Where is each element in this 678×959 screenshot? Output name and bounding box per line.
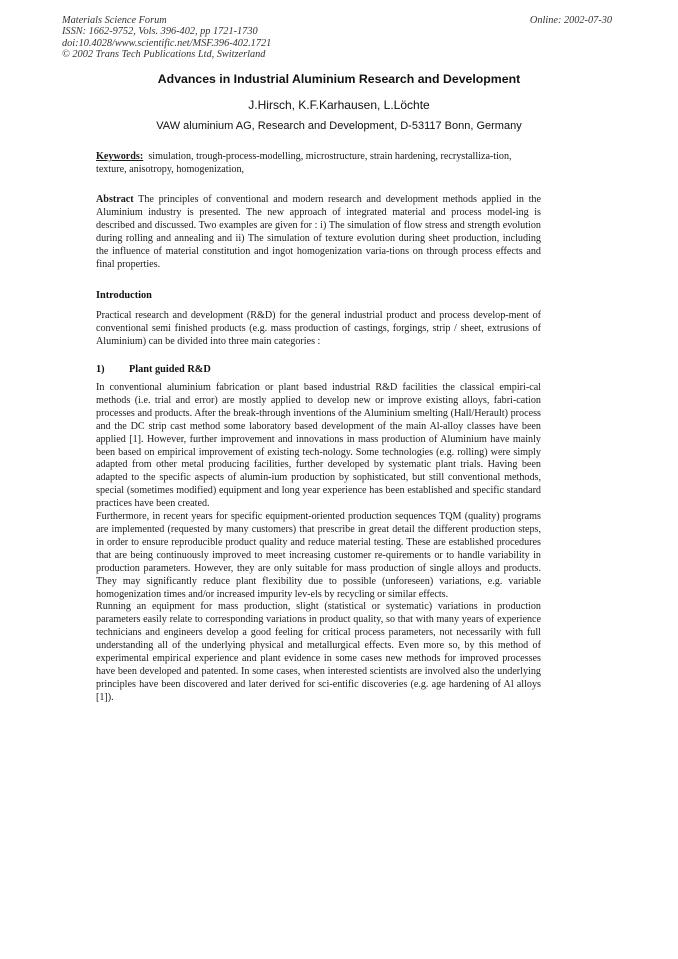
keywords-block <box>96 151 541 177</box>
body-paragraph: In conventional aluminium fabrication or plant based industrial R&D facilities the classical empiri-cal methods (i.e. trial and error) are mostly applied to develop new or improve existing alloys, fabri-cation processes and products. After the break-through inventions of the Aluminium smelting (Hall/Herault) process and the DC strip cast method some laboratory based development of the main Al-alloy classes have been applied [1]. However, further improvement and innovations in mass production of Aluminium have mainly been based on empirical improvement of existing tech-nology. Some technologies (e.g. rolling) were simply adapted from other metal producing facilities, further developed by systematic plant trials. Having been adapted to the specific aspects of alumin-ium production by sophisticated, but still conventional methods, special (sometimes modified) equipment and long year experience has been established and specific standard practices have been created. <box>96 382 541 510</box>
paper-affiliation: VAW aluminium AG, Research and Development, D-53117 Bonn, Germany <box>156 120 522 132</box>
section-heading <box>96 364 211 375</box>
body-paragraph: Furthermore, in recent years for specific equipment-oriented production sequences TQM (quality) programs are implemented (requested by many customers) that prescribe in great detail the different production steps, in order to ensure reproducible product quality and reduce material testing. These are established procedures that are being continuously improved to meet increasing customer re-quirements or to handle variability in production parameters. However, they are only suitable for mass production of single alloys and products. They may significantly reduce plant flexibility due to possible (unforeseen) variations, e.g. variable homogenization times and/or increased impurity lev-els by recycling or similar effects. <box>96 511 541 600</box>
introduction-heading: Introduction <box>96 290 152 301</box>
introduction-text: Practical research and development (R&D) for the general industrial product and process develop-ment of conventional semi finished products (e.g. mass production of castings, forgings, strip / sheet, extrusions of Aluminium) can be divided into three main categories : <box>96 310 541 347</box>
body-paragraph: Running an equipment for mass production, slight (statistical or systematic) variations in production parameters easily relate to corresponding variations in product quality, so that with many years of experience technicians and engineers develop a good feeling for critical process parameters, not necessarily with full understanding all of the underlying physical and metallurgical effects. Even more so, by this method of experimental empirical experience and plant evidence in some cases new methods for improved processes have been developed and patented. In some cases, when interested scientists are involved also the underlying principles have been discovered and later derived for sci-entific discoveries (e.g. age hardening of Al alloys [1]). <box>96 601 541 703</box>
paper-authors: J.Hirsch, K.F.Karhausen, L.Löchte <box>248 98 430 112</box>
abstract-label: Abstract <box>96 194 134 205</box>
section-body <box>96 382 541 705</box>
section-number: 1) <box>96 364 105 375</box>
issn-line: ISSN: 1662-9752, Vols. 396-402, pp 1721-1730 <box>62 26 258 38</box>
online-date: Online: 2002-07-30 <box>529 15 612 26</box>
abstract-text: The principles of conventional and modern research and development methods applied in the Aluminium industry is presented. The new approach of integrated material and process model-ing is described and discussed. Two examples are given for : i) The simulation of flow stress and strength evolution during rolling and annealing and ii) The simulation of texture evolution during sheet production, including the influence of material constitution and ingot homogenization varia-tions on through process effects and final properties. <box>96 194 541 270</box>
journal-name: Materials Science Forum <box>62 15 167 26</box>
keywords-text: simulation, trough-process-modelling, microstructure, strain hardening, recrystalliza-tion, texture, anisotropy, homogenization, <box>96 151 512 175</box>
abstract-block <box>96 194 541 271</box>
publication-header <box>62 15 271 61</box>
keywords-label: Keywords: <box>96 151 144 162</box>
section-title: Plant guided R&D <box>129 364 211 375</box>
copyright-line: © 2002 Trans Tech Publications Ltd, Switzerland <box>62 49 266 61</box>
doi-line: doi:10.4028/www.scientific.net/MSF.396-402.1721 <box>62 37 272 49</box>
paper-title: Advances in Industrial Aluminium Research and Development <box>157 72 521 86</box>
